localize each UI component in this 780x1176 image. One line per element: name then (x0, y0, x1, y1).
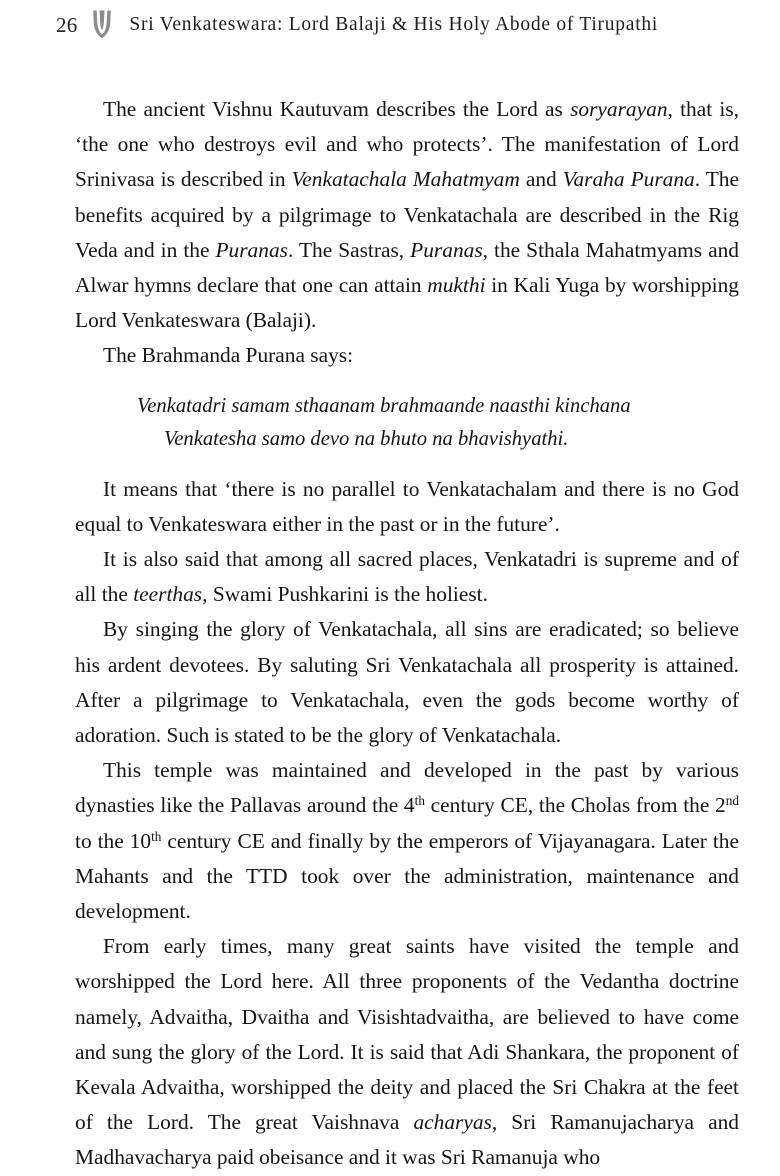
vaishnava-tilaka-icon (91, 9, 113, 39)
text-run: It is also said that among all sacred places, Venkatadri is supreme and of all the (75, 547, 739, 607)
page-number: 26 (56, 12, 78, 37)
text-run: This temple was maintained and developed in the past by various dynasties like the Pallavas around the 4 (75, 758, 739, 818)
paragraph-1 (75, 92, 739, 338)
text-run: , Swami Pushkarini is the holiest. (202, 582, 488, 607)
body-text-block (75, 92, 739, 1176)
running-header (0, 8, 780, 42)
running-title: Sri Venkateswara: Lord Balaji & His Holy Abode of Tirupathi (129, 14, 659, 35)
paragraph-3: It means that ‘there is no parallel to Venkatachalam and there is no God equal to Venkateswara either in the past or in the future’. (75, 476, 739, 536)
text-run: . The benefits acquired by a pilgrimage to Venkatachala are described in the Rig Veda and in the (75, 167, 739, 262)
text-run: From early times, many great saints have visited the temple and worshipped the Lord here. All three proponents of the Vedantha doctrine namely, Advaitha, Dvaitha and Visishtadvaitha, are believed to have come and sung the glory of the Lord. It is said that Adi Shankara, the proponent of Kevala Advaitha, worshipped the deity and placed the Sri Chakra at the feet of the Lord. The great Vaishnava (75, 934, 739, 1135)
italic-term: Puranas (215, 237, 288, 262)
italic-term: soryarayan (570, 97, 668, 121)
text-run: and (519, 167, 563, 192)
italic-term: Puranas (410, 237, 483, 262)
italic-term: Varaha Purana (562, 167, 695, 192)
verse-line-1: Venkatadri samam sthaanam brahmaande naasthi kinchana (137, 394, 631, 417)
ordinal-superscript: th (151, 828, 162, 844)
ordinal-superscript: nd (725, 793, 740, 809)
sanskrit-verse-quote (75, 390, 739, 456)
text-run: century CE, the Cholas from the 2 (424, 793, 726, 818)
italic-term: acharyas (413, 1110, 492, 1135)
paragraph-5: By singing the glory of Venkatachala, all sins are eradicated; so believe his ardent devotees. By saluting Sri Venkatachala all prosperity is attained. After a pilgrimage to Venkatachala, even the gods become worthy of adoration. Such is stated to be the glory of Venkatachala. (75, 617, 739, 748)
italic-term: Venkatachala Mahatmyam (291, 167, 520, 192)
text-run: in Kali Yuga by worshipping Lord Venkateswara (Balaji). (75, 273, 739, 333)
paragraph-7 (75, 929, 739, 1175)
verse-line-2: Venkatesha samo devo na bhuto na bhavishyathi. (164, 427, 569, 450)
paragraph-6 (75, 753, 739, 929)
paragraph-4 (75, 542, 739, 612)
text-run: century CE and finally by the emperors of Vijayanagara. Later the Mahants and the TTD took over the administration, maintenance and development. (75, 828, 739, 924)
paragraph-2: The Brahmanda Purana says: (103, 343, 354, 368)
text-run: to the 10 (75, 828, 152, 853)
italic-term: teerthas (133, 582, 203, 607)
text-run: , that is, ‘the one who destroys evil and who protects’. The manifestation of Lord Srinivasa is described in (75, 97, 739, 192)
text-run: The ancient Vishnu Kautuvam describes the Lord as (103, 97, 571, 121)
ordinal-superscript: th (414, 793, 425, 809)
text-run: , Sri Ramanujacharya and Madhavacharya paid obeisance and it was Sri Ramanuja who (75, 1110, 739, 1170)
text-run: , the Sthala Mahatmyams and Alwar hymns declare that one can attain (75, 237, 739, 298)
italic-term: mukthi (427, 273, 486, 298)
text-run: . The Sastras, (287, 237, 411, 262)
